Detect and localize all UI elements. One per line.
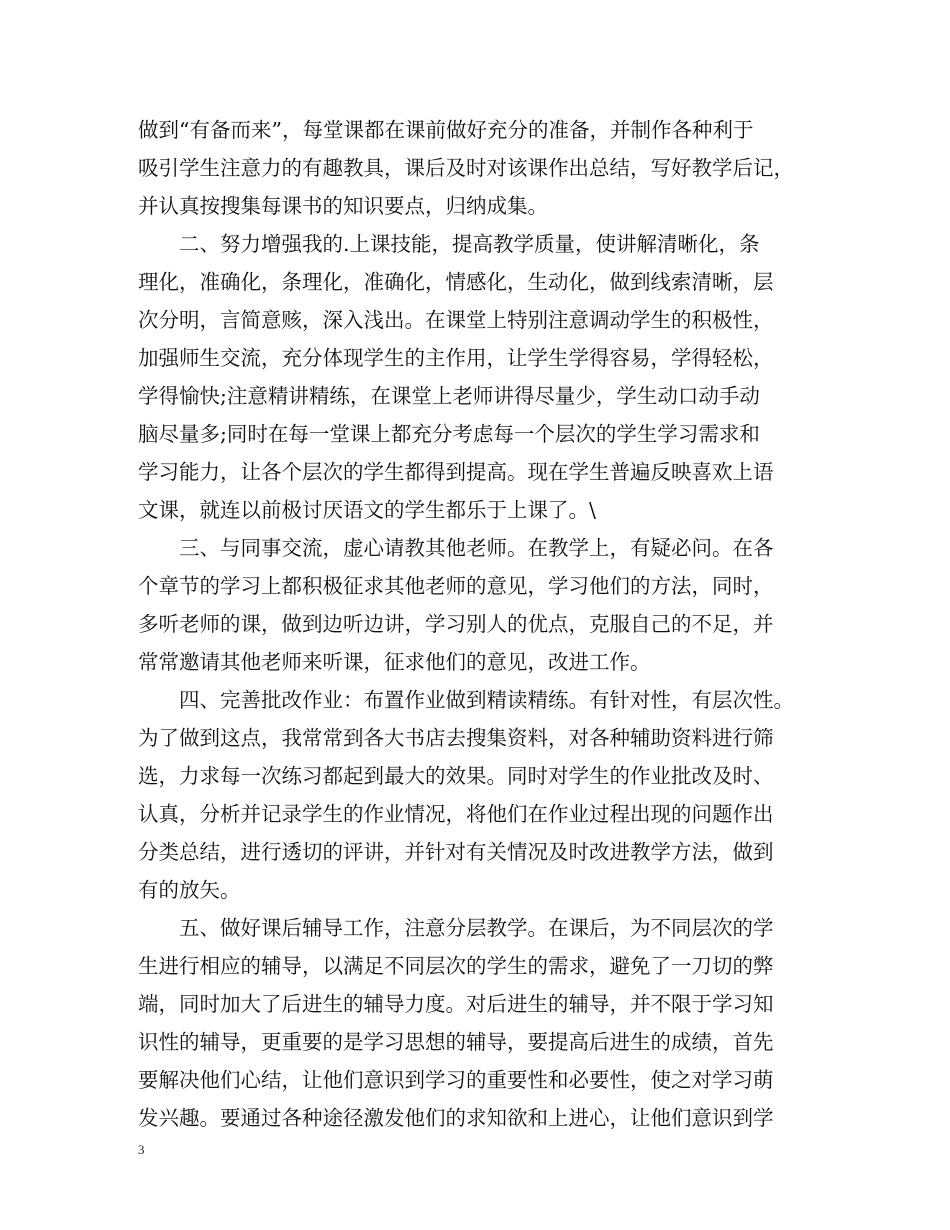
paragraph-line: 学得愉快;注意精讲精练，在课堂上老师讲得尽量少，学生动口动手动 <box>138 384 760 408</box>
paragraph-line: 分类总结，进行透切的评讲，并针对有关情况及时改进教学方法，做到 <box>138 840 774 864</box>
paragraph-line: 发兴趣。要通过各种途径激发他们的求知欲和上进心，让他们意识到学 <box>138 1106 774 1130</box>
paragraph-line: 个章节的学习上都积极征求其他老师的意见，学习他们的方法，同时， <box>138 574 774 598</box>
paragraph-line: 二、努力增强我的.上课技能，提高教学质量，使讲解清晰化，条 <box>179 232 760 256</box>
paragraph-line: 次分明，言简意赅，深入浅出。在课堂上特别注意调动学生的积极性， <box>138 308 774 332</box>
paragraph-line: 文课，就连以前极讨厌语文的学生都乐于上课了。\ <box>138 498 596 522</box>
paragraph-line: 五、做好课后辅导工作，注意分层教学。在课后，为不同层次的学 <box>179 916 774 940</box>
paragraph-line: 理化，准确化，条理化，准确化，情感化，生动化，做到线索清晰，层 <box>138 270 774 294</box>
paragraph-line: 三、与同事交流，虚心请教其他老师。在教学上，有疑必问。在各 <box>179 536 774 560</box>
paragraph-line: 学习能力，让各个层次的学生都得到提高。现在学生普遍反映喜欢上语 <box>138 460 774 484</box>
paragraph-line: 选，力求每一次练习都起到最大的效果。同时对学生的作业批改及时、 <box>138 764 774 788</box>
page-number: 3 <box>138 1142 145 1157</box>
paragraph-line: 为了做到这点，我常常到各大书店去搜集资料，对各种辅助资料进行筛 <box>138 726 774 750</box>
paragraph-line: 识性的辅导，更重要的是学习思想的辅导，要提高后进生的成绩，首先 <box>138 1030 774 1054</box>
paragraph-line: 多听老师的课，做到边听边讲，学习别人的优点，克服自己的不足，并 <box>138 612 774 636</box>
paragraph-line: 做到“有备而来”，每堂课都在课前做好充分的准备，并制作各种利于 <box>138 118 754 142</box>
paragraph-line: 加强师生交流，充分体现学生的主作用，让学生学得容易，学得轻松， <box>138 346 774 370</box>
paragraph-line: 生进行相应的辅导，以满足不同层次的学生的需求，避免了一刀切的弊 <box>138 954 774 978</box>
paragraph-line: 要解决他们心结，让他们意识到学习的重要性和必要性，使之对学习萌 <box>138 1068 774 1092</box>
paragraph-line: 四、完善批改作业：布置作业做到精读精练。有针对性，有层次性。 <box>179 688 794 712</box>
paragraph-line: 常常邀请其他老师来听课，征求他们的意见，改进工作。 <box>138 650 651 674</box>
paragraph-line: 认真，分析并记录学生的作业情况，将他们在作业过程出现的问题作出 <box>138 802 774 826</box>
paragraph-line: 端，同时加大了后进生的辅导力度。对后进生的辅导，并不限于学习知 <box>138 992 774 1016</box>
paragraph-line: 脑尽量多;同时在每一堂课上都充分考虑每一个层次的学生学习需求和 <box>138 422 760 446</box>
paragraph-line: 有的放矢。 <box>138 878 241 902</box>
paragraph-line: 吸引学生注意力的有趣教具，课后及时对该课作出总结，写好教学后记， <box>138 156 794 180</box>
paragraph-line: 并认真按搜集每课书的知识要点，归纳成集。 <box>138 194 548 218</box>
